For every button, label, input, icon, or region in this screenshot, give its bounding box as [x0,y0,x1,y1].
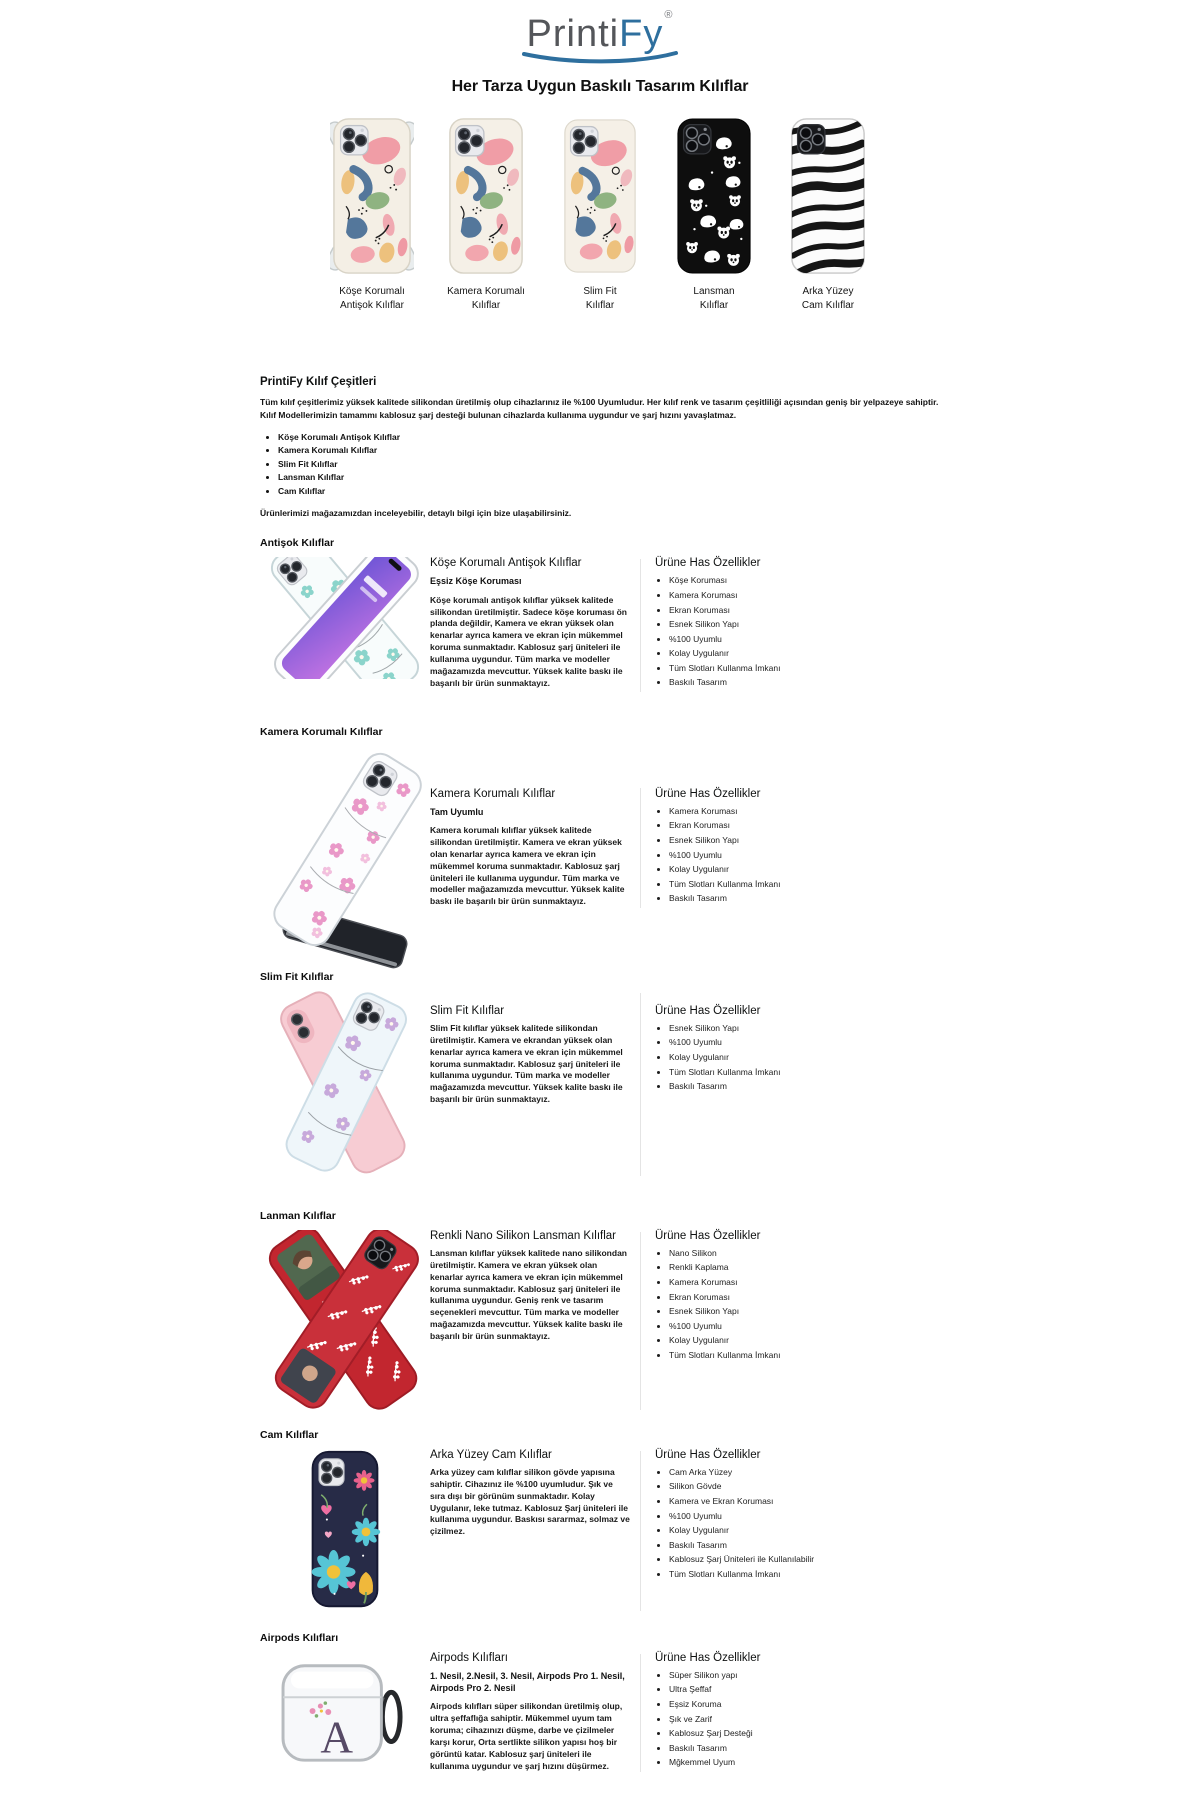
intro-footer: Ürünlerimizi mağazamızdan inceleyebilir, detaylı bilgi için bize ulaşabilirsiniz. [260,507,572,518]
list-item: • Silikon Gövde [669,1481,940,1492]
section-heading: Kamera Korumalı Kılıflar [260,725,383,738]
case-type-lansman [666,116,762,312]
list-item: • Köşe Koruması [669,575,940,586]
list-item: • Esnek Silikon Yapı [669,1023,940,1034]
caption-line1: Arka Yüzey [802,286,854,297]
list-item: • Slim Fit Kılıflar [278,459,940,470]
product-image-col [260,1230,430,1410]
section-heading: Slim Fit Kılıflar [260,970,334,983]
list-item: • Eşsiz Koruma [669,1699,940,1710]
product-title: Kamera Korumalı Kılıflar [430,787,556,800]
caption-line2: Antişok Kılıflar [340,299,404,311]
caption-line1: Köşe Korumalı [339,286,405,297]
list-item: • %100 Uyumlu [669,850,940,861]
list-item: • Kamera Koruması [669,590,940,601]
column-divider [640,559,641,691]
product-text-col [430,557,630,689]
list-item: • Kolay Uygulanır [669,1335,940,1346]
product-title: Arka Yüzey Cam Kılıflar [430,1448,552,1461]
list-item: • Cam Arka Yüzey [669,1467,940,1478]
product-title: Airpods Kılıfları [430,1651,508,1664]
caption-line1: Kamera Korumalı [447,286,525,297]
product-image-col [260,557,430,679]
case-type-caption [780,285,876,312]
column-divider [640,788,641,908]
case-type-camera-protect [438,116,534,312]
features-col [655,1230,940,1364]
caption-line2: Kılıflar [585,299,615,311]
section-row [260,1230,940,1410]
product-subtitle: Eşsiz Köşe Koruması [430,576,522,587]
intro-heading: PrintiFy Kılıf Çeşitleri [260,376,377,388]
list-item: • Baskılı Tasarım [669,677,940,688]
product-image-col [260,746,430,971]
list-item: • Lansman Kılıflar [278,472,940,483]
section-lansman [260,1210,940,1410]
antishock-product-image [260,557,430,679]
case-type-caption [324,285,420,312]
list-item: • Tüm Slotları Kullanma İmkanı [669,1569,940,1580]
list-item: • Tüm Slotları Kullanma İmkanı [669,663,940,674]
product-text-col [430,788,630,908]
list-item: • Esnek Silikon Yapı [669,619,940,630]
slim-fit-case-image [558,116,642,276]
airpods-case-product-image [270,1652,420,1772]
caption-line1: Slim Fit [583,286,617,297]
camera-protect-case-image [444,116,528,276]
list-item: • Baskılı Tasarım [669,1743,940,1754]
list-item: • Kolay Uygulanır [669,864,940,875]
product-title: Renkli Nano Silikon Lansman Kılıflar [430,1229,617,1242]
camera-protect-product-image [260,746,430,971]
product-image-col [260,991,430,1176]
section-row [260,557,940,691]
brand-logo-text [526,9,674,55]
list-item: • Kamera ve Ekran Koruması [669,1496,940,1507]
section-row [260,746,940,971]
list-item: • Esnek Silikon Yapı [669,835,940,846]
column-divider [640,1232,641,1410]
brand-name-blue: Fy [619,13,664,55]
product-title: Slim Fit Kılıflar [430,1004,505,1017]
features-heading: Ürüne Has Özellikler [655,557,761,570]
airpods-monogram-letter: A [320,1712,354,1763]
caption-line2: Cam Kılıflar [801,299,855,311]
product-image-col [260,1652,430,1772]
list-item: • Kolay Uygulanır [669,1052,940,1063]
list-item: • Kamera Koruması [669,1277,940,1288]
features-list [655,1467,940,1580]
list-item: • Ekran Koruması [669,820,940,831]
intro-paragraph: Tüm kılıf çeşitlerimiz yüksek kalitede silikondan üretilmiş olup cihazlarınız ile %100 Uyumludur. Her kılıf renk ve tasarım çeşitliliği açısından geniş bir yelpazeye sahiptir. Kılıf Modellerimizin tamammı kablosuz şarj desteği bulunan cihazlarda kullanıma uygundur ve şarj hızını yavaşlatmaz. [260,397,939,420]
features-col [655,1449,940,1583]
glass-back-product-image [260,1449,430,1611]
features-col [655,788,940,908]
list-item: • Tüm Slotları Kullanma İmkanı [669,1350,940,1361]
product-body: Arka yüzey cam kılıflar silikon gövde yapısına sahiptir. Cihazınız ile %100 uyumludur. Şık ve sıra dışı bir görünüm sunmaktadır. Kolay Uygulanır, leke tutmaz. Kablosuz Şarj üniteleri ile kullanıma uygundur. Baskısı sararmaz, solmaz ve çizilmez. [430,1466,630,1537]
case-type-antishock [324,116,420,312]
list-item: • Baskılı Tasarım [669,1540,940,1551]
list-item: • %100 Uyumlu [669,1037,940,1048]
section-heading: Airpods Kılıfları [260,1631,339,1644]
list-item: • Süper Silikon yapı [669,1670,940,1681]
section-slim-fit [260,971,940,1176]
section-heading: Antişok Kılıflar [260,537,335,550]
list-item: • Ultra Şeffaf [669,1684,940,1695]
case-type-caption [666,285,762,312]
list-item: • Kablosuz Şarj Üniteleri ile Kullanılabilir [669,1554,940,1565]
section-antishock [260,537,940,691]
list-item: • Kolay Uygulanır [669,1525,940,1536]
column-divider [640,993,641,1176]
case-type-caption [438,285,534,312]
section-row [260,1652,940,1773]
product-body: Köşe korumalı antişok kılıflar yüksek kalitede silikondan üretilmiştir. Sadece köşe koruması ön planda değildir, Kamera ve ekran yüksek olan kenarlar ayrıca kamera ve ekran için mükemmel koruma sunmaktadır. Kablosuz şarj üniteleri ile kullanıma uygundur. Tüm marka ve modeller mağazamızda mevcuttur. Yüksek kalite baskı ile başarılı bir ürün sunmaktayız. [430,594,627,688]
product-body: Slim Fit kılıflar yüksek kalitede silikondan üretilmiştir. Kamera ve ekrandan yüksek olan kenarlar ayrıca kamera ve ekran için mükemmel koruma sunmaktadır. Kablosuz şarj üniteleri ile kullanıma uygundur. Tüm marka ve modeller mağazamızda mevcuttur. Yüksek kalite baskı ile başarılı bir ürün sunmaktayız. [430,1022,623,1105]
list-item: • %100 Uyumlu [669,634,940,645]
section-glass-back [260,1429,940,1611]
section-heading: Lanman Kılıflar [260,1209,336,1222]
section-heading: Cam Kılıflar [260,1428,319,1441]
list-item: • Tüm Slotları Kullanma İmkanı [669,1067,940,1078]
product-text-col [430,991,630,1106]
list-item: • Tüm Slotları Kullanma İmkanı [669,879,940,890]
list-item: • Baskılı Tasarım [669,1081,940,1092]
caption-line1: Lansman [693,286,735,297]
intro-section [260,376,940,519]
features-heading: Ürüne Has Özellikler [655,1004,761,1017]
list-item: • Ekran Koruması [669,1292,940,1303]
brand-name-gray: Printi [526,13,620,55]
list-item: • Renkli Kaplama [669,1262,940,1273]
features-list [655,1670,940,1768]
glass-back-case-image [786,116,870,276]
list-item: • Kablosuz Şarj Desteği [669,1728,940,1739]
features-heading: Ürüne Has Özellikler [655,1448,761,1461]
list-item: • Baskılı Tasarım [669,893,940,904]
case-types-row [260,116,940,312]
list-item: • Ekran Koruması [669,605,940,616]
brand-logo [520,10,680,64]
list-item: • Nano Silikon [669,1248,940,1259]
features-heading: Ürüne Has Özellikler [655,1651,761,1664]
features-col [655,1652,940,1772]
list-item: • Kolay Uygulanır [669,648,940,659]
caption-line2: Kılıflar [699,299,729,311]
list-item: • %100 Uyumlu [669,1511,940,1522]
features-heading: Ürüne Has Özellikler [655,787,761,800]
case-type-slim-fit [552,116,648,312]
registered-mark: ® [664,9,674,21]
features-list [655,575,940,688]
features-list [655,806,940,904]
product-body: Airpods kılıfları süper silikondan üretilmiş olup, ultra şeffaflığa sahiptir. Mükemmel uyum tam koruma; cihazınızı düşme, darbe ve çizilmeler karşı korur, Orta sertlikte silikon yapısı hoş bir görüntü katar. Kablosuz şarj üniteleri ile kullanıma uygundur ve şarj hızını düşürmez. [430,1701,623,1771]
list-item: • Şık ve Zarif [669,1714,940,1725]
product-text-col [430,1449,630,1538]
column-divider [640,1654,641,1773]
list-item: • Kamera Koruması [669,806,940,817]
case-type-caption [552,285,648,312]
product-image-col [260,1449,430,1611]
list-item: • Esnek Silikon Yapı [669,1306,940,1317]
features-heading: Ürüne Has Özellikler [655,1229,761,1242]
list-item: • Köşe Korumalı Antişok Kılıflar [278,432,940,443]
product-subtitle: 1. Nesil, 2.Nesil, 3. Nesil, Airpods Pro 1. Nesil, Airpods Pro 2. Nesil [430,1670,625,1693]
lansman-case-image [672,116,756,276]
slim-fit-product-image [260,991,430,1176]
antishock-case-image [330,116,414,276]
column-divider [640,1451,641,1611]
features-list [655,1248,940,1361]
section-airpods [260,1632,940,1773]
lansman-product-image [260,1230,430,1410]
list-item: • %100 Uyumlu [669,1321,940,1332]
header [260,0,940,96]
section-row [260,1449,940,1611]
features-col [655,557,940,691]
features-list [655,1023,940,1092]
product-title: Köşe Korumalı Antişok Kılıflar [430,557,582,570]
section-camera-protect [260,726,940,971]
page-title: Her Tarza Uygun Baskılı Tasarım Kılıflar [451,78,749,95]
caption-line2: Kılıflar [471,299,501,311]
product-subtitle: Tam Uyumlu [430,806,484,817]
product-text-col [430,1652,630,1773]
list-item: • Cam Kılıflar [278,486,940,497]
intro-bullet-list [260,432,940,497]
product-text-col [430,1230,630,1343]
product-body: Kamera korumalı kılıflar yüksek kalitede silikondan üretilmiştir. Kamera ve ekran yüksek olan kenarlar ayrıca kamera ve ekran için mükemmel koruma sunmaktadır. Kablosuz şarj üniteleri ile kullanıma uygundur. Tüm marka ve modeller mağazamızda mevcuttur. Yüksek kalite baskı ile başarılı bir ürün sunmaktayız. [430,825,625,907]
list-item: • Kamera Korumalı Kılıflar [278,445,940,456]
features-col [655,991,940,1096]
page [260,0,940,1772]
case-type-glass-back [780,116,876,312]
section-row [260,991,940,1176]
product-body: Lansman kılıflar yüksek kalitede nano silikondan üretilmiştir. Kamera ve ekran yüksek olan kenarlar ayrıca kamera ve ekran için mükemmel koruma sunmaktadır. Kablosuz şarj üniteleri ile kullanıma uygundur. Geniş renk ve tasarım seçenekleri mevcuttur. Tüm marka ve modeller mağazamızda mevcuttur. Yüksek kalite baskı ile başarılı bir ürün sunmaktayız. [430,1247,627,1342]
list-item: • Mğkemmel Uyum [669,1757,940,1768]
